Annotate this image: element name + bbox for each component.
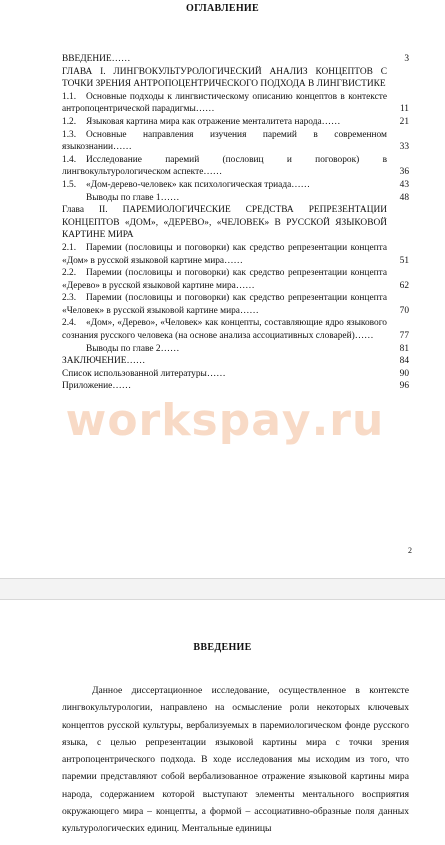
toc-entry[interactable] <box>62 204 409 242</box>
page-number: 2 <box>408 546 412 555</box>
toc-entry-title: Основные направления изучения паремий в современном языкознании <box>62 129 387 153</box>
toc-entry-number: 2.1. <box>62 242 77 253</box>
toc-entry[interactable] <box>62 154 409 179</box>
toc-entry-title: Паремии (пословицы и поговорки) как средство репрезентации концепта «Дерево» в русской языковой картине мира <box>62 268 387 291</box>
toc-title: ОГЛАВЛЕНИЕ <box>186 3 259 14</box>
toc-dot-leader: …… <box>126 356 146 367</box>
toc-dot-leader: …… <box>160 343 180 354</box>
toc-dot-leader: …… <box>239 305 259 316</box>
toc-entry-page: 84 <box>399 356 409 367</box>
toc-entry-page: 96 <box>399 381 409 392</box>
toc-entry[interactable] <box>62 91 409 116</box>
toc-entry-number: 2.4. <box>62 318 77 329</box>
toc-entry-number: 1.1. <box>62 91 77 102</box>
toc-entry[interactable] <box>62 53 409 66</box>
toc-entry-number: 2.3. <box>62 293 77 304</box>
toc-entry-number: 1.2. <box>62 116 77 127</box>
toc-entry-title: Приложение <box>62 381 113 392</box>
toc-dot-leader: …… <box>195 104 215 115</box>
toc-entry[interactable] <box>62 66 409 91</box>
toc-dot-leader: …… <box>321 116 341 127</box>
toc-entry-page: 70 <box>399 305 409 316</box>
toc-entry[interactable] <box>62 292 409 317</box>
toc-entry-title: ВВЕДЕНИЕ <box>62 54 112 64</box>
toc-entry-title: Языковая картина мира как отражение менталитета народа <box>86 116 322 127</box>
toc-entry-page: 36 <box>399 167 409 178</box>
toc-entry[interactable] <box>62 116 409 129</box>
toc-entry-title: Выводы по главе 2 <box>86 343 161 354</box>
toc-dot-leader: …… <box>113 142 132 153</box>
toc-dot-leader: …… <box>291 179 311 190</box>
toc-entry-page: 90 <box>399 368 409 379</box>
toc-entry[interactable] <box>62 317 409 342</box>
toc-entry[interactable] <box>62 368 409 381</box>
toc-entry-page: 43 <box>399 179 409 190</box>
toc-entry-number: 1.4. <box>62 154 77 165</box>
toc-entry-page: 33 <box>399 142 409 153</box>
toc-entry-title: Исследование паремий (пословиц и поговорок) в лингвокультурологическом аспекте <box>62 154 387 178</box>
toc-entry-title: «Дом-дерево-человек» как психологическая триада <box>86 179 292 190</box>
toc-entry[interactable] <box>62 355 409 368</box>
toc-entry-title: Список использованной литературы <box>62 368 207 379</box>
toc-dot-leader: …… <box>206 368 226 379</box>
toc-entry-page: 81 <box>399 343 409 354</box>
toc-entry-page: 11 <box>399 104 409 115</box>
toc-entry-page: 62 <box>399 280 409 291</box>
toc-entry-title: Паремии (пословицы и поговорки) как средство репрезентации концепта «Дом» в русской языковой картине мира <box>62 242 387 266</box>
toc-dot-leader: …… <box>160 192 180 203</box>
watermark: worksрау.ru <box>65 395 385 446</box>
toc-entry[interactable] <box>62 179 409 192</box>
toc-entry-page: 3 <box>404 54 409 64</box>
toc-entry-title: Основные подходы к лингвистическому описанию концептов в контексте антропоцентрической парадигмы <box>62 91 387 115</box>
toc-entry-title: Выводы по главе 1 <box>86 192 161 203</box>
toc-entry[interactable] <box>62 242 409 267</box>
toc-entry[interactable] <box>62 192 409 205</box>
toc-entry-title: ЗАКЛЮЧЕНИЕ <box>62 356 127 367</box>
toc-dot-leader: …… <box>224 255 243 266</box>
page-separator <box>0 578 445 600</box>
toc-entry-title: Паремии (пословицы и поговорки) как средство репрезентации концепта «Человек» в русской языковой картине мира <box>62 293 387 316</box>
toc-entry-number: 1.3. <box>62 129 77 140</box>
toc-dot-leader: …… <box>203 167 223 178</box>
toc-entry-title: Глава II. ПАРЕМИОЛОГИЧЕСКИЕ СРЕДСТВА РЕПРЕЗЕНТАЦИИ КОНЦЕПТОВ «ДОМ», «ДЕРЕВО», «ЧЕЛОВЕК» В РУССКОЙ ЯЗЫКОВОЙ КАРТИНЕ МИРА <box>62 205 387 241</box>
introduction-body <box>62 682 409 838</box>
toc-entry[interactable] <box>62 343 409 356</box>
toc-dot-leader: …… <box>354 331 374 342</box>
toc-entry-title: «Дом», «Дерево», «Человек» как концепты, составляющие ядро языкового сознания русского человека (на основе анализа ассоциативных словарей) <box>62 318 387 342</box>
toc-entry[interactable] <box>62 380 409 393</box>
toc-entry-title: ГЛАВА I. ЛИНГВОКУЛЬТУРОЛОГИЧЕСКИЙ АНАЛИЗ КОНЦЕПТОВ С ТОЧКИ ЗРЕНИЯ АНТРОПОЦЕНТРИЧЕСКОГО ПОДХОДА В ЛИНГВИСТИКЕ <box>62 66 387 90</box>
toc-dot-leader: …… <box>112 381 132 392</box>
toc-entry-page: 51 <box>399 255 409 266</box>
toc-entry-page: 21 <box>399 116 409 127</box>
toc-entry-number: 1.5. <box>62 179 77 190</box>
toc-entry[interactable] <box>62 129 409 154</box>
introduction-title: ВВЕДЕНИЕ <box>193 642 252 653</box>
toc-dot-leader: …… <box>235 280 255 291</box>
toc-entry[interactable] <box>62 267 409 292</box>
toc-entry-page: 48 <box>399 192 409 203</box>
introduction-paragraph: Данное диссертационное исследование, осуществленное в контексте лингвокультурологии, направлено на осмысление роли некоторых ключевых концептов русской культуры, вербализуемых в паремиологическом фонде русского языка, с целью репрезентации языковой картины мира с точки зрения антропоцентрического подхода. В ходе исследования мы исходим из того, что паремии представляют собой вербализованное отражение языковой картины мира народа, содержанием которой выступают элементы ментального восприятия окружающего мира – концепты, а формой – ассоциативно-образные поля данных культурологических единиц. Ментальные единицы <box>62 685 409 835</box>
toc-entry-page: 77 <box>399 331 409 342</box>
toc-dot-leader: …… <box>111 54 131 64</box>
toc-entry-number: 2.2. <box>62 268 77 279</box>
table-of-contents <box>62 53 409 393</box>
